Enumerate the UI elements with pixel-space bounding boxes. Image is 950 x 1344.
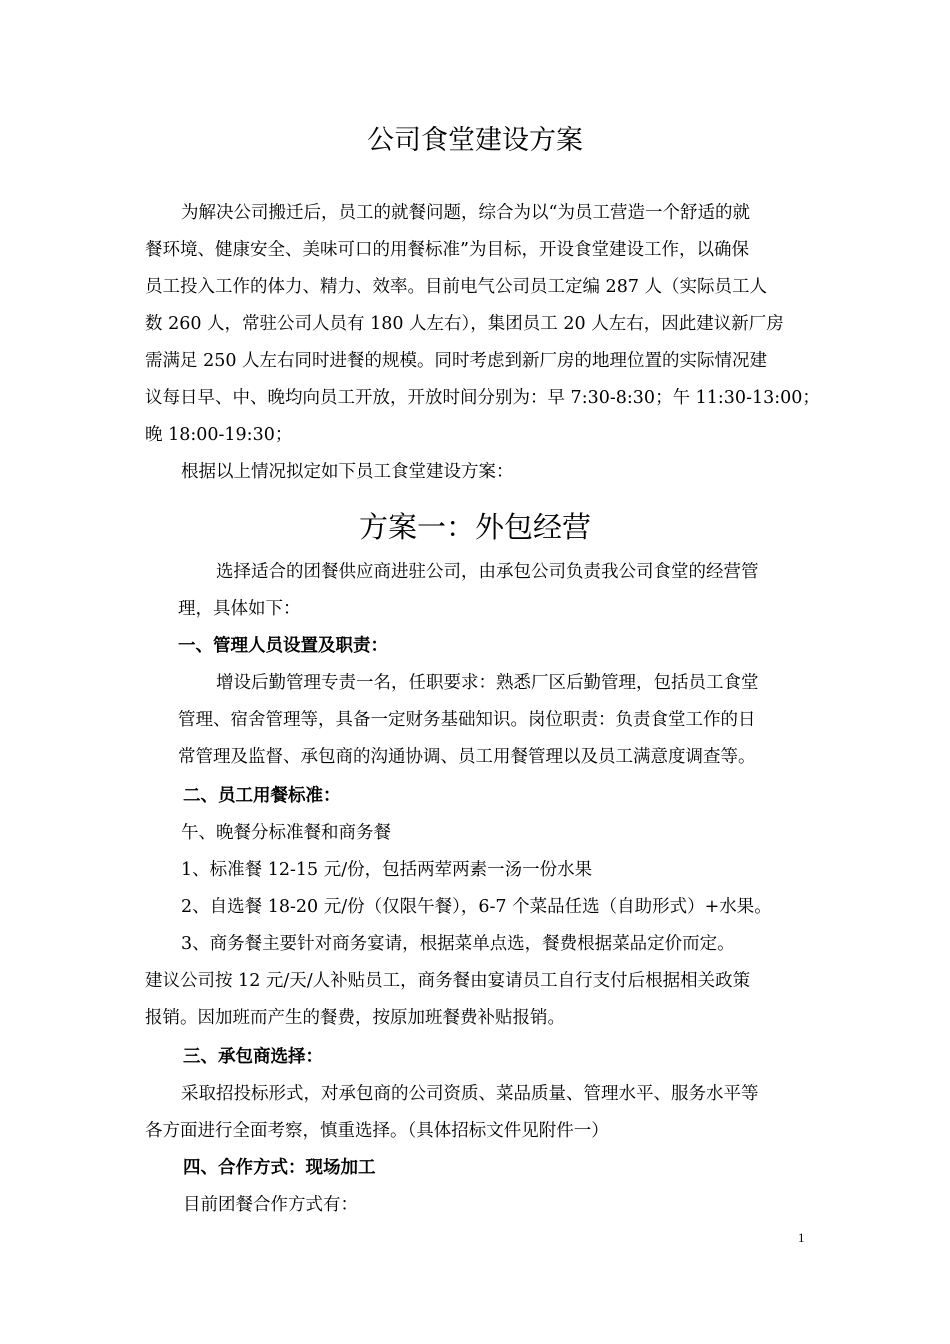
section3-heading: 三、承包商选择： — [183, 1047, 323, 1067]
intro-line-1: 为解决公司搬迁后，员工的就餐问题，综合为以“为员工营造一个舒适的就 — [181, 203, 750, 223]
intro-line-2: 餐环境、健康安全、美味可口的用餐标准”为目标，开设食堂建设工作，以确保 — [145, 240, 749, 260]
document-title: 公司食堂建设方案 — [367, 125, 583, 156]
section1-line-2: 管理、宿舍管理等，具备一定财务基础知识。岗位职责：负责食堂工作的日 — [178, 710, 756, 730]
section1-line-3: 常管理及监督、承包商的沟通协调、员工用餐管理以及员工满意度调查等。 — [178, 747, 756, 767]
section2-line-2: 1、标准餐 12-15 元/份，包括两荤两素一汤一份水果 — [181, 860, 593, 880]
intro-line-4: 数 260 人，常驻公司人员有 180 人左右），集团员工 20 人左右，因此建议新厂房 — [145, 314, 784, 334]
intro-line-6: 议每日早、中、晚均向员工开放，开放时间分别为：早 7:30-8:30；午 11:30-13:00； — [145, 388, 820, 408]
basis-line: 根据以上情况拟定如下员工食堂建设方案： — [181, 462, 514, 482]
section4-heading: 四、合作方式：现场加工 — [183, 1158, 376, 1178]
section2-heading: 二、员工用餐标准： — [183, 786, 341, 806]
section2-line-1: 午、晚餐分标准餐和商务餐 — [181, 823, 391, 843]
section2-line-5: 建议公司按 12 元/天/人补贴员工，商务餐由宴请员工自行支付后根据相关政策 — [145, 971, 751, 991]
section1-heading: 一、管理人员设置及职责： — [178, 636, 388, 656]
intro-line-7: 晚 18:00-19:30； — [145, 425, 293, 445]
intro-line-5: 需满足 250 人左右同时进餐的规模。同时考虑到新厂房的地理位置的实际情况建 — [145, 351, 768, 371]
page-number: 1 — [798, 1230, 805, 1245]
section4-line-1: 目前团餐合作方式有： — [183, 1195, 358, 1215]
section1-line-1: 增设后勤管理专责一名，任职要求：熟悉厂区后勤管理，包括员工食堂 — [216, 673, 759, 693]
intro-line-3: 员工投入工作的体力、精力、效率。目前电气公司员工定编 287 人（实际员工人 — [145, 277, 768, 297]
section3-line-2: 各方面进行全面考察，慎重选择。（具体招标文件见附件一） — [145, 1121, 609, 1141]
section2-line-3: 2、自选餐 18-20 元/份（仅限午餐），6-7 个菜品任选（自助形式）+水果。 — [181, 897, 772, 917]
section2-line-4: 3、商务餐主要针对商务宴请，根据菜单点选，餐费根据菜品定价而定。 — [181, 934, 735, 954]
plan1-title: 方案一：外包经营 — [358, 510, 591, 544]
section2-line-6: 报销。因加班而产生的餐费，按原加班餐费补贴报销。 — [145, 1008, 565, 1028]
section3-line-1: 采取招投标形式，对承包商的公司资质、菜品质量、管理水平、服务水平等 — [181, 1084, 759, 1104]
plan1-intro-line-2: 理，具体如下： — [178, 599, 301, 619]
plan1-intro-line-1: 选择适合的团餐供应商进驻公司，由承包公司负责我公司食堂的经营管 — [216, 562, 759, 582]
